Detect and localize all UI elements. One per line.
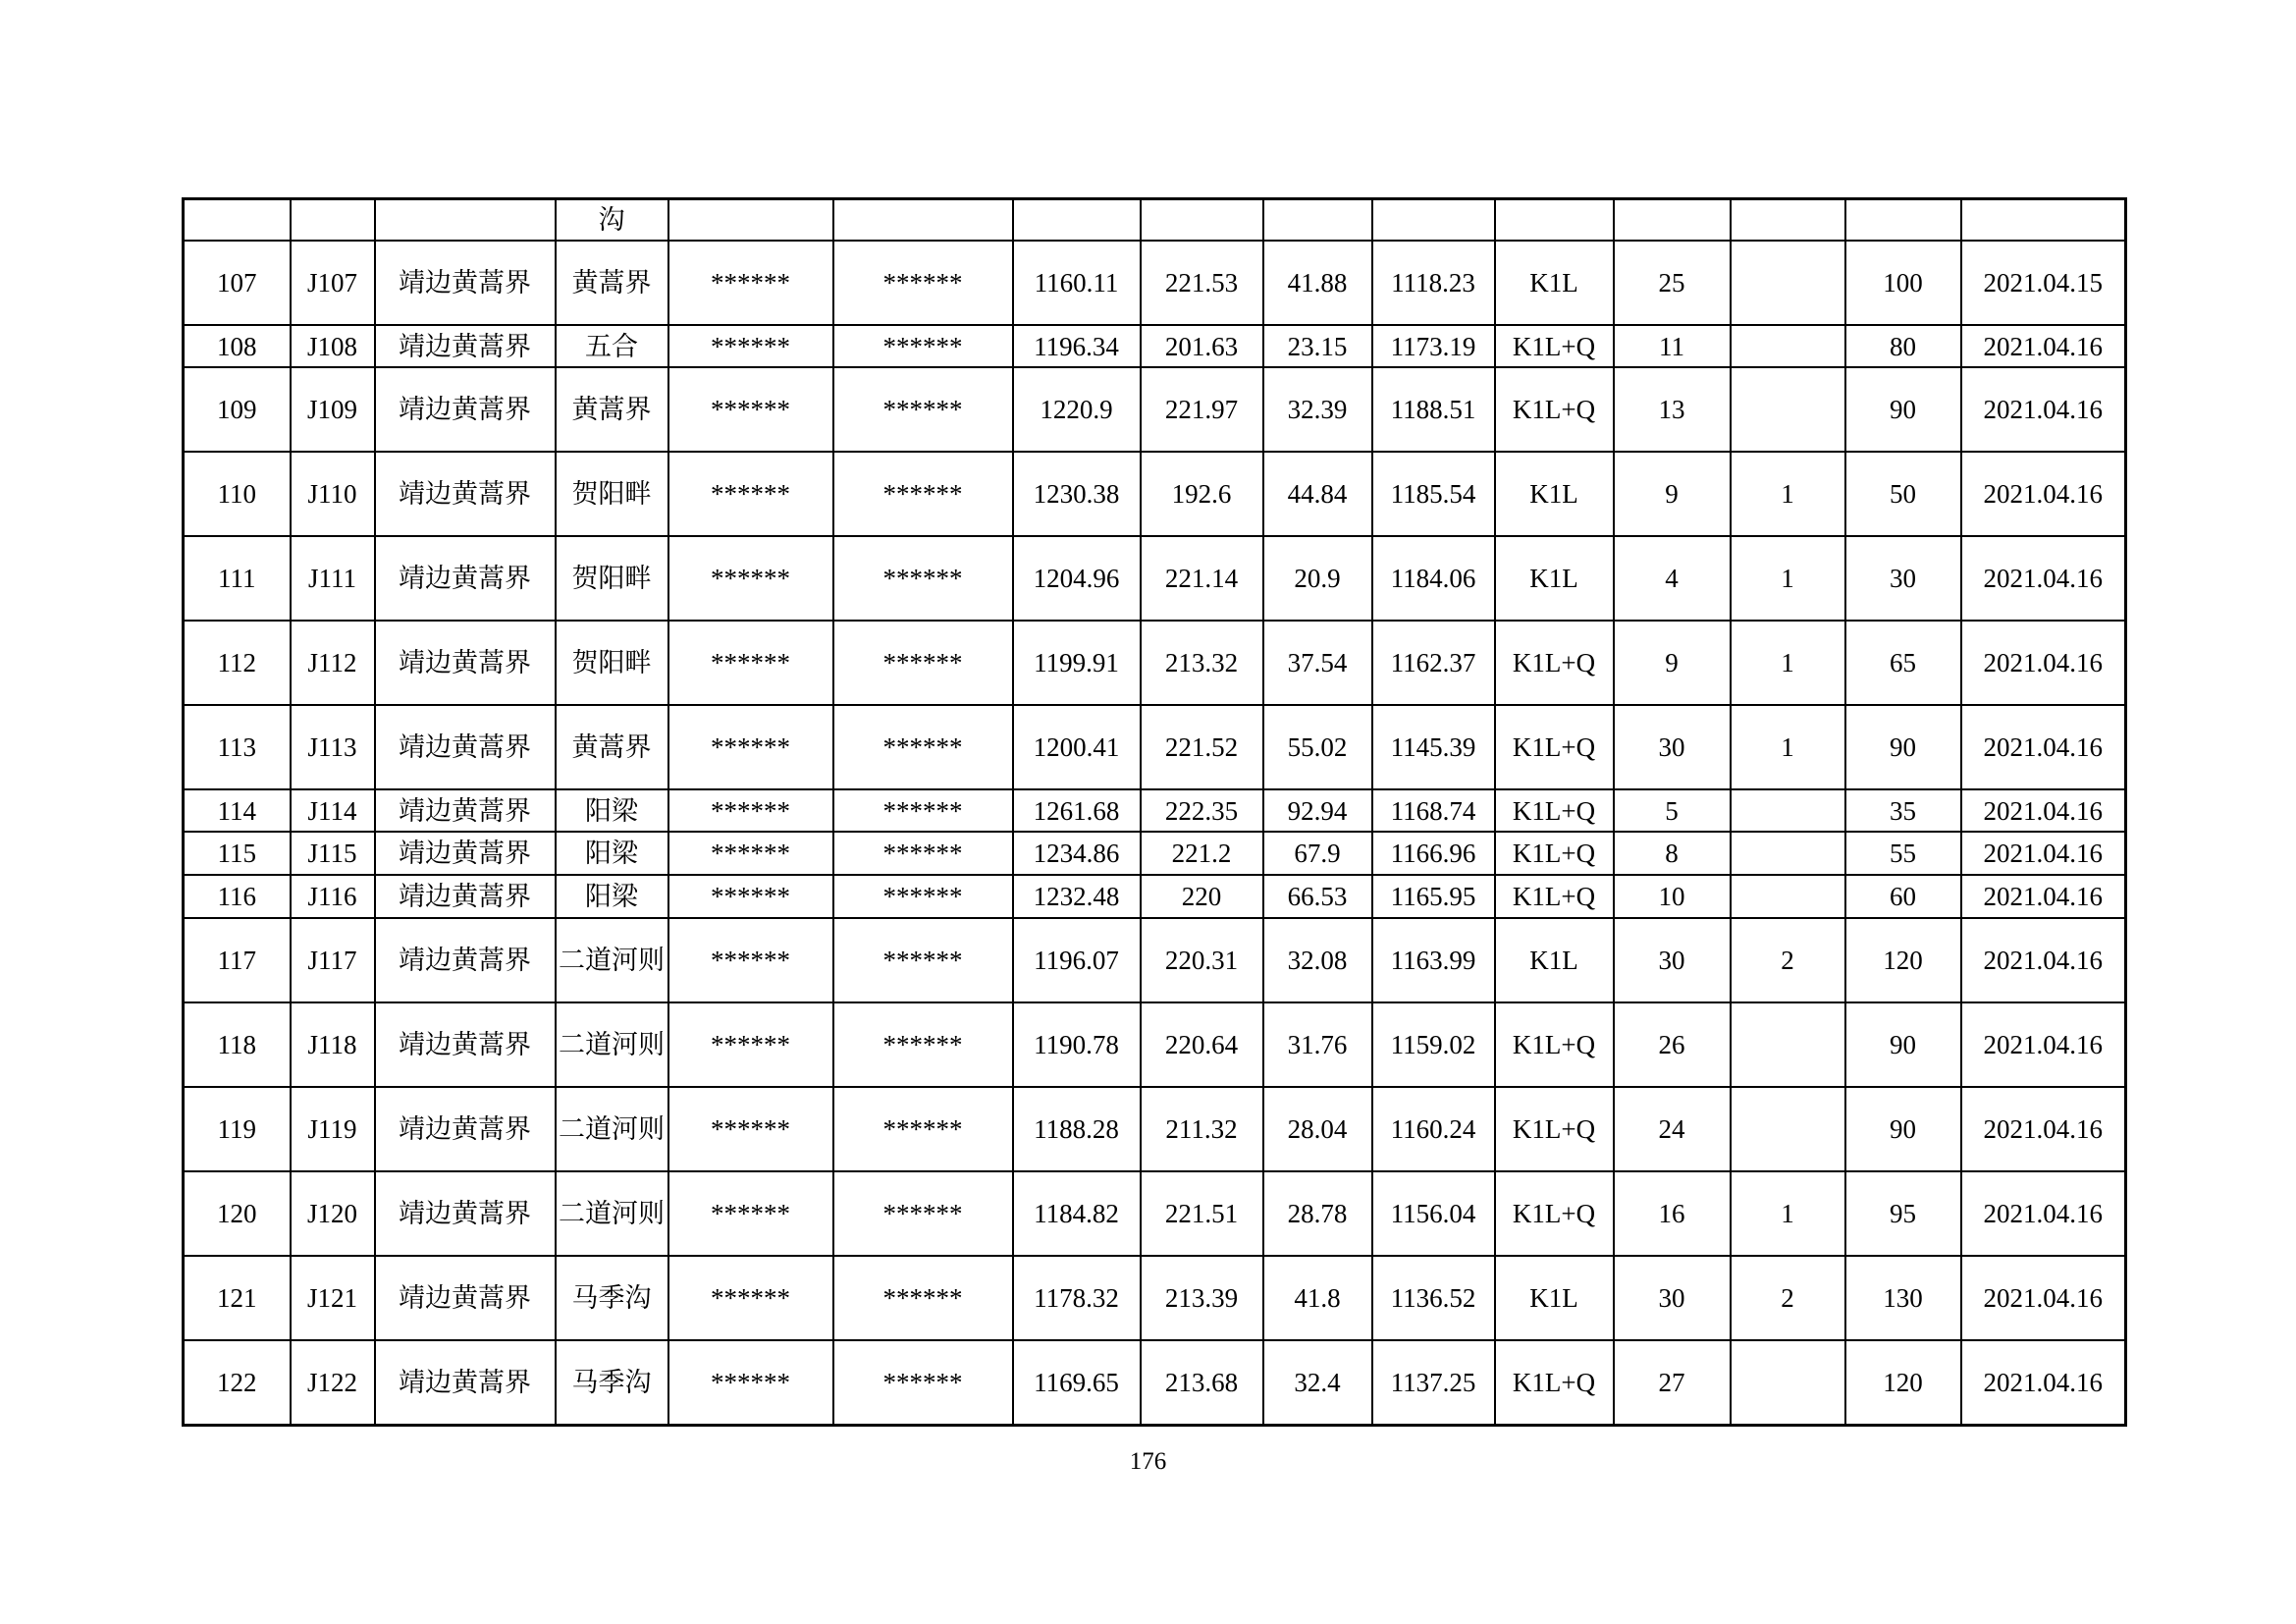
- cell-water-level: 1184.06: [1372, 536, 1495, 621]
- cell-coord-x: ******: [668, 536, 833, 621]
- cell-turbidity: 2: [1731, 1256, 1845, 1340]
- cell-coord-x: ******: [668, 621, 833, 705]
- cell-flow: 130: [1845, 1256, 1961, 1340]
- cell-temperature: 13: [1614, 367, 1731, 452]
- cell-row-number: 118: [184, 1002, 291, 1087]
- table-row: [184, 452, 2126, 536]
- cell-row-number: 109: [184, 367, 291, 452]
- cell-well-id: J110: [291, 452, 375, 536]
- cell-well-id: J119: [291, 1087, 375, 1171]
- cell-flow: 50: [1845, 452, 1961, 536]
- cell-region: 靖边黄蒿界: [375, 875, 556, 918]
- table-row: [184, 199, 2126, 242]
- cell-location: 沟: [556, 199, 668, 242]
- cell-aquifer: K1L+Q: [1495, 832, 1614, 875]
- cell-coord-x: ******: [668, 1340, 833, 1425]
- cell-location: 二道河则: [556, 918, 668, 1002]
- cell-turbidity: 1: [1731, 1171, 1845, 1256]
- cell-row-number: 111: [184, 536, 291, 621]
- cell-aquifer: K1L+Q: [1495, 621, 1614, 705]
- cell-turbidity: [1731, 241, 1845, 325]
- cell-water-level: 1162.37: [1372, 621, 1495, 705]
- cell-depth: 213.68: [1141, 1340, 1263, 1425]
- cell-elevation: 1234.86: [1013, 832, 1141, 875]
- cell-date: 2021.04.16: [1961, 536, 2126, 621]
- cell-elevation: 1199.91: [1013, 621, 1141, 705]
- cell-water-level: 1137.25: [1372, 1340, 1495, 1425]
- table-row: [184, 705, 2126, 789]
- table-body: [184, 199, 2126, 1426]
- cell-row-number: 107: [184, 241, 291, 325]
- cell-temperature: 8: [1614, 832, 1731, 875]
- cell-date: 2021.04.16: [1961, 325, 2126, 367]
- cell-elevation: 1232.48: [1013, 875, 1141, 918]
- cell-coord-y: ******: [833, 241, 1013, 325]
- cell-row-number: 110: [184, 452, 291, 536]
- cell-turbidity: [1731, 325, 1845, 367]
- cell-date: 2021.04.16: [1961, 1087, 2126, 1171]
- table-row: [184, 1340, 2126, 1425]
- cell-region: 靖边黄蒿界: [375, 705, 556, 789]
- cell-well-id: J120: [291, 1171, 375, 1256]
- table-row: [184, 325, 2126, 367]
- cell-water-level: 1118.23: [1372, 241, 1495, 325]
- cell-row-number: 114: [184, 789, 291, 832]
- cell-well-id: J111: [291, 536, 375, 621]
- cell-region: 靖边黄蒿界: [375, 1002, 556, 1087]
- cell-coord-y: ******: [833, 1171, 1013, 1256]
- cell-location: 贺阳畔: [556, 452, 668, 536]
- cell-temperature: 9: [1614, 621, 1731, 705]
- cell-date: 2021.04.16: [1961, 1256, 2126, 1340]
- cell-depth: 221.52: [1141, 705, 1263, 789]
- cell-elevation: 1200.41: [1013, 705, 1141, 789]
- cell-water-depth: [1263, 199, 1372, 242]
- cell-water-level: 1145.39: [1372, 705, 1495, 789]
- cell-well-id: [291, 199, 375, 242]
- cell-coord-y: ******: [833, 1340, 1013, 1425]
- cell-aquifer: K1L: [1495, 1256, 1614, 1340]
- cell-well-id: J113: [291, 705, 375, 789]
- cell-temperature: 30: [1614, 918, 1731, 1002]
- cell-water-depth: 31.76: [1263, 1002, 1372, 1087]
- cell-location: 阳梁: [556, 875, 668, 918]
- cell-well-id: J112: [291, 621, 375, 705]
- cell-location: 五合: [556, 325, 668, 367]
- cell-region: [375, 199, 556, 242]
- cell-flow: 100: [1845, 241, 1961, 325]
- table-row: [184, 241, 2126, 325]
- cell-elevation: 1261.68: [1013, 789, 1141, 832]
- table-row: [184, 789, 2126, 832]
- cell-water-level: 1165.95: [1372, 875, 1495, 918]
- cell-depth: 192.6: [1141, 452, 1263, 536]
- cell-elevation: [1013, 199, 1141, 242]
- cell-coord-y: ******: [833, 789, 1013, 832]
- cell-depth: 221.14: [1141, 536, 1263, 621]
- cell-temperature: 16: [1614, 1171, 1731, 1256]
- cell-coord-y: ******: [833, 1002, 1013, 1087]
- cell-date: 2021.04.16: [1961, 918, 2126, 1002]
- cell-location: 贺阳畔: [556, 621, 668, 705]
- cell-elevation: 1196.34: [1013, 325, 1141, 367]
- cell-aquifer: K1L+Q: [1495, 1087, 1614, 1171]
- cell-elevation: 1230.38: [1013, 452, 1141, 536]
- cell-aquifer: K1L+Q: [1495, 367, 1614, 452]
- cell-location: 二道河则: [556, 1002, 668, 1087]
- table-row: [184, 1256, 2126, 1340]
- cell-depth: 220: [1141, 875, 1263, 918]
- cell-location: 马季沟: [556, 1256, 668, 1340]
- cell-water-depth: 66.53: [1263, 875, 1372, 918]
- cell-well-id: J118: [291, 1002, 375, 1087]
- cell-location: 黄蒿界: [556, 241, 668, 325]
- cell-elevation: 1190.78: [1013, 1002, 1141, 1087]
- cell-aquifer: K1L+Q: [1495, 705, 1614, 789]
- cell-flow: 120: [1845, 1340, 1961, 1425]
- cell-turbidity: 1: [1731, 536, 1845, 621]
- cell-coord-y: ******: [833, 367, 1013, 452]
- cell-date: 2021.04.16: [1961, 452, 2126, 536]
- cell-region: 靖边黄蒿界: [375, 1340, 556, 1425]
- cell-flow: 120: [1845, 918, 1961, 1002]
- cell-elevation: 1169.65: [1013, 1340, 1141, 1425]
- cell-region: 靖边黄蒿界: [375, 789, 556, 832]
- cell-aquifer: K1L: [1495, 241, 1614, 325]
- cell-coord-y: ******: [833, 832, 1013, 875]
- cell-region: 靖边黄蒿界: [375, 832, 556, 875]
- cell-flow: 90: [1845, 1087, 1961, 1171]
- cell-coord-y: ******: [833, 325, 1013, 367]
- cell-water-level: 1163.99: [1372, 918, 1495, 1002]
- cell-coord-y: ******: [833, 1256, 1013, 1340]
- cell-temperature: 30: [1614, 1256, 1731, 1340]
- cell-row-number: 119: [184, 1087, 291, 1171]
- cell-temperature: 30: [1614, 705, 1731, 789]
- cell-location: 二道河则: [556, 1087, 668, 1171]
- cell-aquifer: K1L+Q: [1495, 789, 1614, 832]
- cell-water-depth: 23.15: [1263, 325, 1372, 367]
- cell-elevation: 1178.32: [1013, 1256, 1141, 1340]
- cell-well-id: J108: [291, 325, 375, 367]
- cell-water-level: [1372, 199, 1495, 242]
- cell-depth: 221.51: [1141, 1171, 1263, 1256]
- cell-coord-y: ******: [833, 705, 1013, 789]
- cell-turbidity: [1731, 199, 1845, 242]
- cell-coord-y: ******: [833, 536, 1013, 621]
- cell-row-number: 120: [184, 1171, 291, 1256]
- cell-location: 阳梁: [556, 832, 668, 875]
- cell-water-level: 1160.24: [1372, 1087, 1495, 1171]
- cell-row-number: 122: [184, 1340, 291, 1425]
- cell-elevation: 1184.82: [1013, 1171, 1141, 1256]
- cell-row-number: 113: [184, 705, 291, 789]
- cell-region: 靖边黄蒿界: [375, 1087, 556, 1171]
- cell-aquifer: K1L+Q: [1495, 875, 1614, 918]
- cell-aquifer: K1L: [1495, 452, 1614, 536]
- cell-location: 黄蒿界: [556, 367, 668, 452]
- cell-temperature: 10: [1614, 875, 1731, 918]
- cell-coord-x: ******: [668, 918, 833, 1002]
- cell-water-depth: 37.54: [1263, 621, 1372, 705]
- cell-elevation: 1196.07: [1013, 918, 1141, 1002]
- cell-flow: 65: [1845, 621, 1961, 705]
- cell-row-number: 115: [184, 832, 291, 875]
- cell-coord-x: [668, 199, 833, 242]
- table-row: [184, 832, 2126, 875]
- cell-row-number: 112: [184, 621, 291, 705]
- cell-water-depth: 44.84: [1263, 452, 1372, 536]
- cell-depth: [1141, 199, 1263, 242]
- cell-temperature: 5: [1614, 789, 1731, 832]
- page-number: 176: [1129, 1448, 1167, 1475]
- cell-coord-x: ******: [668, 325, 833, 367]
- cell-row-number: 116: [184, 875, 291, 918]
- cell-water-depth: 92.94: [1263, 789, 1372, 832]
- cell-region: 靖边黄蒿界: [375, 325, 556, 367]
- cell-depth: 213.32: [1141, 621, 1263, 705]
- cell-temperature: [1614, 199, 1731, 242]
- cell-depth: 213.39: [1141, 1256, 1263, 1340]
- cell-well-id: J122: [291, 1340, 375, 1425]
- cell-region: 靖边黄蒿界: [375, 536, 556, 621]
- cell-water-depth: 32.4: [1263, 1340, 1372, 1425]
- cell-coord-y: ******: [833, 918, 1013, 1002]
- cell-water-level: 1168.74: [1372, 789, 1495, 832]
- cell-depth: 221.2: [1141, 832, 1263, 875]
- cell-region: 靖边黄蒿界: [375, 452, 556, 536]
- cell-coord-y: ******: [833, 621, 1013, 705]
- cell-flow: 90: [1845, 1002, 1961, 1087]
- cell-date: 2021.04.16: [1961, 832, 2126, 875]
- cell-region: 靖边黄蒿界: [375, 918, 556, 1002]
- cell-date: 2021.04.16: [1961, 621, 2126, 705]
- cell-coord-y: ******: [833, 875, 1013, 918]
- cell-depth: 221.97: [1141, 367, 1263, 452]
- cell-turbidity: [1731, 1002, 1845, 1087]
- cell-depth: 220.64: [1141, 1002, 1263, 1087]
- cell-water-depth: 32.08: [1263, 918, 1372, 1002]
- cell-elevation: 1220.9: [1013, 367, 1141, 452]
- cell-temperature: 24: [1614, 1087, 1731, 1171]
- cell-flow: 90: [1845, 367, 1961, 452]
- cell-water-level: 1188.51: [1372, 367, 1495, 452]
- cell-temperature: 25: [1614, 241, 1731, 325]
- cell-location: 二道河则: [556, 1171, 668, 1256]
- table-row: [184, 621, 2126, 705]
- cell-flow: 90: [1845, 705, 1961, 789]
- cell-location: 贺阳畔: [556, 536, 668, 621]
- cell-turbidity: 1: [1731, 621, 1845, 705]
- cell-flow: 80: [1845, 325, 1961, 367]
- cell-region: 靖边黄蒿界: [375, 1171, 556, 1256]
- cell-region: 靖边黄蒿界: [375, 241, 556, 325]
- cell-date: 2021.04.15: [1961, 241, 2126, 325]
- cell-aquifer: K1L+Q: [1495, 325, 1614, 367]
- cell-aquifer: K1L+Q: [1495, 1002, 1614, 1087]
- cell-flow: 35: [1845, 789, 1961, 832]
- cell-flow: [1845, 199, 1961, 242]
- well-data-table: [182, 197, 2127, 1427]
- cell-coord-x: ******: [668, 875, 833, 918]
- cell-coord-y: ******: [833, 1087, 1013, 1171]
- cell-well-id: J121: [291, 1256, 375, 1340]
- cell-row-number: 108: [184, 325, 291, 367]
- cell-elevation: 1188.28: [1013, 1087, 1141, 1171]
- cell-water-level: 1173.19: [1372, 325, 1495, 367]
- cell-well-id: J109: [291, 367, 375, 452]
- cell-turbidity: 1: [1731, 452, 1845, 536]
- cell-temperature: 11: [1614, 325, 1731, 367]
- cell-turbidity: [1731, 1340, 1845, 1425]
- cell-flow: 30: [1845, 536, 1961, 621]
- cell-aquifer: K1L+Q: [1495, 1171, 1614, 1256]
- cell-row-number: 121: [184, 1256, 291, 1340]
- cell-flow: 55: [1845, 832, 1961, 875]
- table-row: [184, 1002, 2126, 1087]
- cell-location: 阳梁: [556, 789, 668, 832]
- cell-turbidity: 2: [1731, 918, 1845, 1002]
- cell-coord-x: ******: [668, 1256, 833, 1340]
- cell-well-id: J115: [291, 832, 375, 875]
- cell-depth: 201.63: [1141, 325, 1263, 367]
- cell-turbidity: [1731, 789, 1845, 832]
- cell-coord-x: ******: [668, 789, 833, 832]
- cell-date: 2021.04.16: [1961, 705, 2126, 789]
- cell-coord-x: ******: [668, 1087, 833, 1171]
- cell-well-id: J117: [291, 918, 375, 1002]
- cell-coord-x: ******: [668, 367, 833, 452]
- cell-location: 黄蒿界: [556, 705, 668, 789]
- cell-water-depth: 55.02: [1263, 705, 1372, 789]
- cell-location: 马季沟: [556, 1340, 668, 1425]
- cell-coord-x: ******: [668, 1171, 833, 1256]
- cell-turbidity: 1: [1731, 705, 1845, 789]
- cell-water-depth: 67.9: [1263, 832, 1372, 875]
- cell-date: 2021.04.16: [1961, 367, 2126, 452]
- cell-coord-y: [833, 199, 1013, 242]
- cell-water-depth: 28.78: [1263, 1171, 1372, 1256]
- cell-turbidity: [1731, 875, 1845, 918]
- cell-turbidity: [1731, 367, 1845, 452]
- cell-well-id: J107: [291, 241, 375, 325]
- cell-row-number: 117: [184, 918, 291, 1002]
- cell-aquifer: K1L: [1495, 536, 1614, 621]
- cell-water-level: 1159.02: [1372, 1002, 1495, 1087]
- cell-coord-x: ******: [668, 452, 833, 536]
- cell-water-depth: 32.39: [1263, 367, 1372, 452]
- cell-well-id: J116: [291, 875, 375, 918]
- table-row: [184, 536, 2126, 621]
- cell-water-depth: 20.9: [1263, 536, 1372, 621]
- cell-water-level: 1156.04: [1372, 1171, 1495, 1256]
- cell-coord-x: ******: [668, 241, 833, 325]
- table-row: [184, 1087, 2126, 1171]
- cell-temperature: 4: [1614, 536, 1731, 621]
- cell-date: 2021.04.16: [1961, 1171, 2126, 1256]
- cell-water-depth: 41.88: [1263, 241, 1372, 325]
- table-row: [184, 1171, 2126, 1256]
- cell-flow: 95: [1845, 1171, 1961, 1256]
- cell-coord-x: ******: [668, 705, 833, 789]
- cell-region: 靖边黄蒿界: [375, 621, 556, 705]
- cell-turbidity: [1731, 1087, 1845, 1171]
- cell-date: 2021.04.16: [1961, 1002, 2126, 1087]
- cell-depth: 220.31: [1141, 918, 1263, 1002]
- cell-water-level: 1185.54: [1372, 452, 1495, 536]
- cell-depth: 211.32: [1141, 1087, 1263, 1171]
- cell-flow: 60: [1845, 875, 1961, 918]
- cell-date: 2021.04.16: [1961, 1340, 2126, 1425]
- table-row: [184, 875, 2126, 918]
- cell-aquifer: K1L+Q: [1495, 1340, 1614, 1425]
- cell-turbidity: [1731, 832, 1845, 875]
- cell-elevation: 1160.11: [1013, 241, 1141, 325]
- cell-water-level: 1166.96: [1372, 832, 1495, 875]
- cell-depth: 222.35: [1141, 789, 1263, 832]
- cell-well-id: J114: [291, 789, 375, 832]
- cell-temperature: 26: [1614, 1002, 1731, 1087]
- cell-coord-y: ******: [833, 452, 1013, 536]
- cell-date: 2021.04.16: [1961, 789, 2126, 832]
- cell-depth: 221.53: [1141, 241, 1263, 325]
- table-row: [184, 918, 2126, 1002]
- cell-date: 2021.04.16: [1961, 875, 2126, 918]
- table-row: [184, 367, 2126, 452]
- cell-temperature: 27: [1614, 1340, 1731, 1425]
- cell-temperature: 9: [1614, 452, 1731, 536]
- cell-row-number: [184, 199, 291, 242]
- cell-water-level: 1136.52: [1372, 1256, 1495, 1340]
- cell-coord-x: ******: [668, 1002, 833, 1087]
- cell-coord-x: ******: [668, 832, 833, 875]
- cell-region: 靖边黄蒿界: [375, 1256, 556, 1340]
- cell-date: [1961, 199, 2126, 242]
- cell-elevation: 1204.96: [1013, 536, 1141, 621]
- cell-region: 靖边黄蒿界: [375, 367, 556, 452]
- cell-water-depth: 28.04: [1263, 1087, 1372, 1171]
- cell-aquifer: K1L: [1495, 918, 1614, 1002]
- cell-water-depth: 41.8: [1263, 1256, 1372, 1340]
- cell-aquifer: [1495, 199, 1614, 242]
